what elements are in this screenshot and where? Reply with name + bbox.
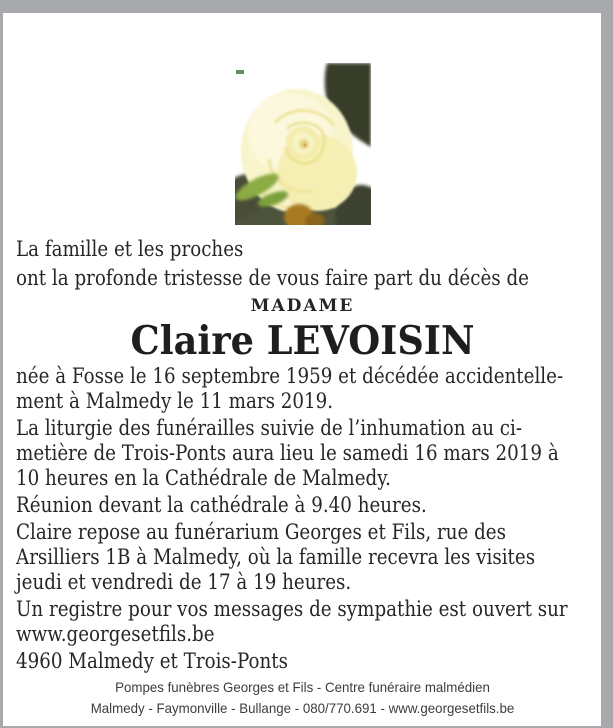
intro-line: La famille et les proches (16, 237, 244, 261)
notice-paragraph (16, 649, 589, 674)
obituary-page (3, 13, 601, 726)
notice-body (16, 364, 589, 674)
notice-line: Un registre pour vos messages de sympathie est ouvert sur (16, 597, 568, 621)
funeral-home-footer (16, 677, 589, 719)
notice-paragraph (16, 416, 589, 491)
white-rose-image (235, 63, 371, 225)
notice-line: La liturgie des funérailles suivie de l’inhumation au ci- (16, 416, 523, 440)
notice-paragraph (16, 597, 589, 647)
honorific-label: MADAME (250, 296, 355, 316)
footer-line: Malmedy - Faymonville - Bullange - 080/770.691 - www.georgesetfils.be (90, 700, 515, 716)
notice-line: Réunion devant la cathédrale à 9.40 heures. (16, 493, 427, 517)
notice-line: 4960 Malmedy et Trois-Ponts (16, 649, 289, 673)
notice-line: née à Fosse le 16 septembre 1959 et décédée accidentelle- (16, 364, 564, 388)
notice-line: Arsilliers 1B à Malmedy, où la famille recevra les visites (16, 545, 536, 569)
notice-line: 10 heures en la Cathédrale de Malmedy. (16, 466, 391, 490)
notice-line: metière de Trois-Ponts aura lieu le samedi 16 mars 2019 à (16, 441, 559, 465)
intro-block (16, 235, 589, 293)
notice-line: jeudi et vendredi de 17 à 19 heures. (16, 570, 352, 594)
intro-line: ont la profonde tristesse de vous faire part du décès de (16, 266, 529, 290)
notice-paragraph (16, 520, 589, 595)
footer-line: Pompes funèbres Georges et Fils - Centre funéraire malmédien (115, 679, 490, 695)
notice-line: ment à Malmedy le 11 mars 2019. (16, 389, 334, 413)
notice-paragraph (16, 493, 589, 518)
notice-paragraph (16, 364, 589, 414)
notice-line: Claire repose au funérarium Georges et Fils, rue des (16, 520, 506, 544)
deceased-name: Claire LEVOISIN (130, 318, 475, 364)
notice-line: www.georgesetfils.be (16, 622, 215, 646)
rose-photo (235, 63, 371, 225)
